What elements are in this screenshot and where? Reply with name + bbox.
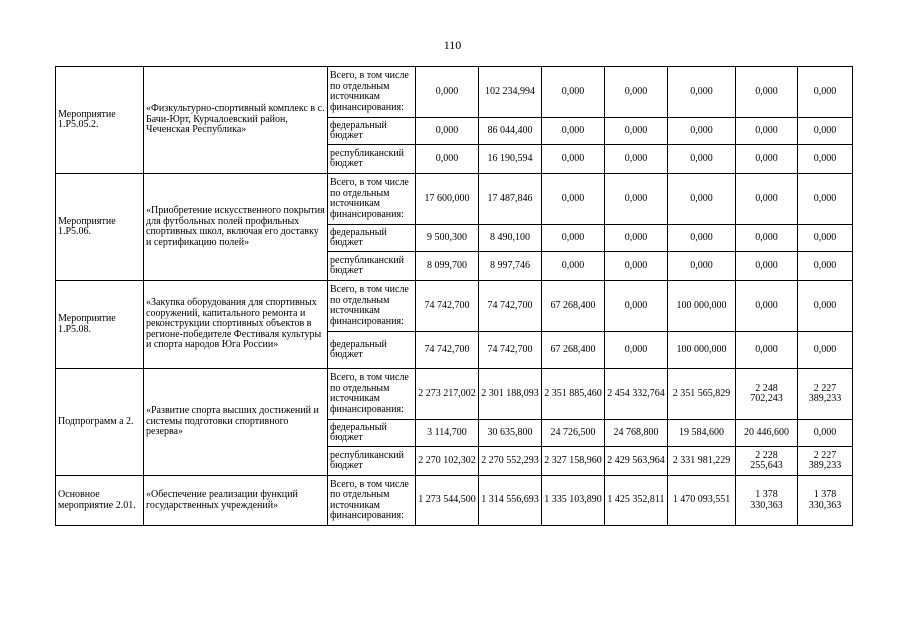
funding-value: 74 742,700: [479, 281, 542, 332]
funding-source: Всего, в том числе по отдельным источникам финансирования:: [328, 174, 416, 225]
funding-value: 0,000: [668, 145, 736, 174]
funding-value: 0,000: [605, 67, 668, 118]
funding-value: 1 314 556,693: [479, 476, 542, 526]
funding-source: федеральный бюджет: [328, 118, 416, 145]
funding-value: 100 000,000: [668, 332, 736, 369]
funding-value: 0,000: [668, 118, 736, 145]
funding-value: 0,000: [542, 252, 605, 281]
funding-value: 0,000: [798, 118, 853, 145]
funding-value: 0,000: [736, 67, 798, 118]
funding-value: 24 726,500: [542, 420, 605, 447]
funding-value: 0,000: [798, 67, 853, 118]
funding-value: 2 351 565,829: [668, 369, 736, 420]
funding-value: 0,000: [416, 118, 479, 145]
funding-value: 0,000: [736, 281, 798, 332]
funding-value: 0,000: [736, 145, 798, 174]
funding-value: 8 490,100: [479, 225, 542, 252]
funding-value: 2 248 702,243: [736, 369, 798, 420]
funding-value: 8 997,746: [479, 252, 542, 281]
item-name: «Приобретение искусственного покрытия для футбольных полей профильных спортивных школ, включая его доставку и сертификацию полей»: [144, 174, 328, 281]
funding-value: 2 227 389,233: [798, 369, 853, 420]
funding-value: 8 099,700: [416, 252, 479, 281]
funding-value: 9 500,300: [416, 225, 479, 252]
budget-table: [55, 66, 853, 526]
funding-value: 20 446,600: [736, 420, 798, 447]
funding-value: 0,000: [668, 252, 736, 281]
table-row: [56, 476, 853, 526]
funding-value: 0,000: [668, 225, 736, 252]
table-row: [56, 67, 853, 118]
funding-value: 0,000: [798, 225, 853, 252]
funding-source: федеральный бюджет: [328, 225, 416, 252]
funding-value: 0,000: [542, 174, 605, 225]
funding-value: 17 600,000: [416, 174, 479, 225]
item-code: Основное мероприятие 2.01.: [56, 476, 144, 526]
funding-source: республиканский бюджет: [328, 252, 416, 281]
funding-value: 102 234,994: [479, 67, 542, 118]
funding-source: Всего, в том числе по отдельным источникам финансирования:: [328, 281, 416, 332]
funding-value: 17 487,846: [479, 174, 542, 225]
funding-value: 0,000: [605, 145, 668, 174]
item-name: «Обеспечение реализации функций государственных учреждений»: [144, 476, 328, 526]
funding-value: 2 327 158,960: [542, 447, 605, 476]
funding-value: 0,000: [798, 281, 853, 332]
funding-value: 2 227 389,233: [798, 447, 853, 476]
funding-value: 0,000: [736, 225, 798, 252]
funding-value: 0,000: [542, 225, 605, 252]
funding-value: 0,000: [416, 67, 479, 118]
item-name: «Физкультурно-спортивный комплекс в с. Бачи-Юрт, Курчалоевский район, Чеченская Республика»: [144, 67, 328, 174]
funding-value: 1 335 103,890: [542, 476, 605, 526]
funding-value: 16 190,594: [479, 145, 542, 174]
funding-source: федеральный бюджет: [328, 420, 416, 447]
funding-value: 0,000: [736, 252, 798, 281]
funding-value: 67 268,400: [542, 281, 605, 332]
funding-value: 0,000: [605, 281, 668, 332]
funding-value: 0,000: [605, 118, 668, 145]
item-code: Подпрограмм а 2.: [56, 369, 144, 476]
funding-value: 0,000: [605, 225, 668, 252]
funding-value: 0,000: [668, 174, 736, 225]
funding-value: 0,000: [668, 67, 736, 118]
funding-source: республиканский бюджет: [328, 145, 416, 174]
item-code: Мероприятие 1.P5.08.: [56, 281, 144, 369]
funding-value: 0,000: [798, 174, 853, 225]
funding-value: 2 301 188,093: [479, 369, 542, 420]
item-name: «Закупка оборудования для спортивных сооружений, капитального ремонта и реконструкции спортивных объектов в регионе-победителе Фестиваля культуры и спорта народов Юга России»: [144, 281, 328, 369]
funding-source: федеральный бюджет: [328, 332, 416, 369]
funding-source: Всего, в том числе по отдельным источникам финансирования:: [328, 476, 416, 526]
funding-value: 0,000: [416, 145, 479, 174]
funding-value: 2 270 552,293: [479, 447, 542, 476]
funding-value: 1 425 352,811: [605, 476, 668, 526]
funding-value: 0,000: [798, 420, 853, 447]
funding-value: 100 000,000: [668, 281, 736, 332]
funding-value: 1 378 330,363: [736, 476, 798, 526]
funding-value: 74 742,700: [416, 332, 479, 369]
funding-source: республиканский бюджет: [328, 447, 416, 476]
funding-value: 0,000: [605, 332, 668, 369]
funding-value: 0,000: [542, 118, 605, 145]
page-number: 110: [443, 38, 462, 52]
table-row: [56, 174, 853, 225]
funding-value: 1 273 544,500: [416, 476, 479, 526]
funding-value: 3 114,700: [416, 420, 479, 447]
funding-value: 30 635,800: [479, 420, 542, 447]
funding-value: 67 268,400: [542, 332, 605, 369]
funding-value: 2 429 563,964: [605, 447, 668, 476]
funding-value: 86 044,400: [479, 118, 542, 145]
funding-value: 0,000: [736, 174, 798, 225]
funding-value: 0,000: [542, 67, 605, 118]
funding-value: 1 470 093,551: [668, 476, 736, 526]
table-row: [56, 369, 853, 420]
funding-value: 0,000: [798, 145, 853, 174]
funding-value: 0,000: [798, 252, 853, 281]
funding-value: 0,000: [736, 332, 798, 369]
funding-value: 0,000: [736, 118, 798, 145]
funding-value: 74 742,700: [416, 281, 479, 332]
funding-value: 2 273 217,002: [416, 369, 479, 420]
item-code: Мероприятие 1.P5.06.: [56, 174, 144, 281]
funding-value: 24 768,800: [605, 420, 668, 447]
funding-value: 0,000: [798, 332, 853, 369]
funding-source: Всего, в том числе по отдельным источникам финансирования:: [328, 369, 416, 420]
funding-value: 0,000: [605, 252, 668, 281]
funding-value: 1 378 330,363: [798, 476, 853, 526]
funding-value: 0,000: [605, 174, 668, 225]
item-code: Мероприятие 1.P5.05.2.: [56, 67, 144, 174]
funding-value: 2 331 981,229: [668, 447, 736, 476]
funding-value: 19 584,600: [668, 420, 736, 447]
item-name: «Развитие спорта высших достижений и системы подготовки спортивного резерва»: [144, 369, 328, 476]
funding-value: 74 742,700: [479, 332, 542, 369]
funding-value: 2 454 332,764: [605, 369, 668, 420]
funding-value: 0,000: [542, 145, 605, 174]
funding-value: 2 351 885,460: [542, 369, 605, 420]
table-row: [56, 281, 853, 332]
funding-source: Всего, в том числе по отдельным источникам финансирования:: [328, 67, 416, 118]
funding-value: 2 270 102,302: [416, 447, 479, 476]
funding-value: 2 228 255,643: [736, 447, 798, 476]
